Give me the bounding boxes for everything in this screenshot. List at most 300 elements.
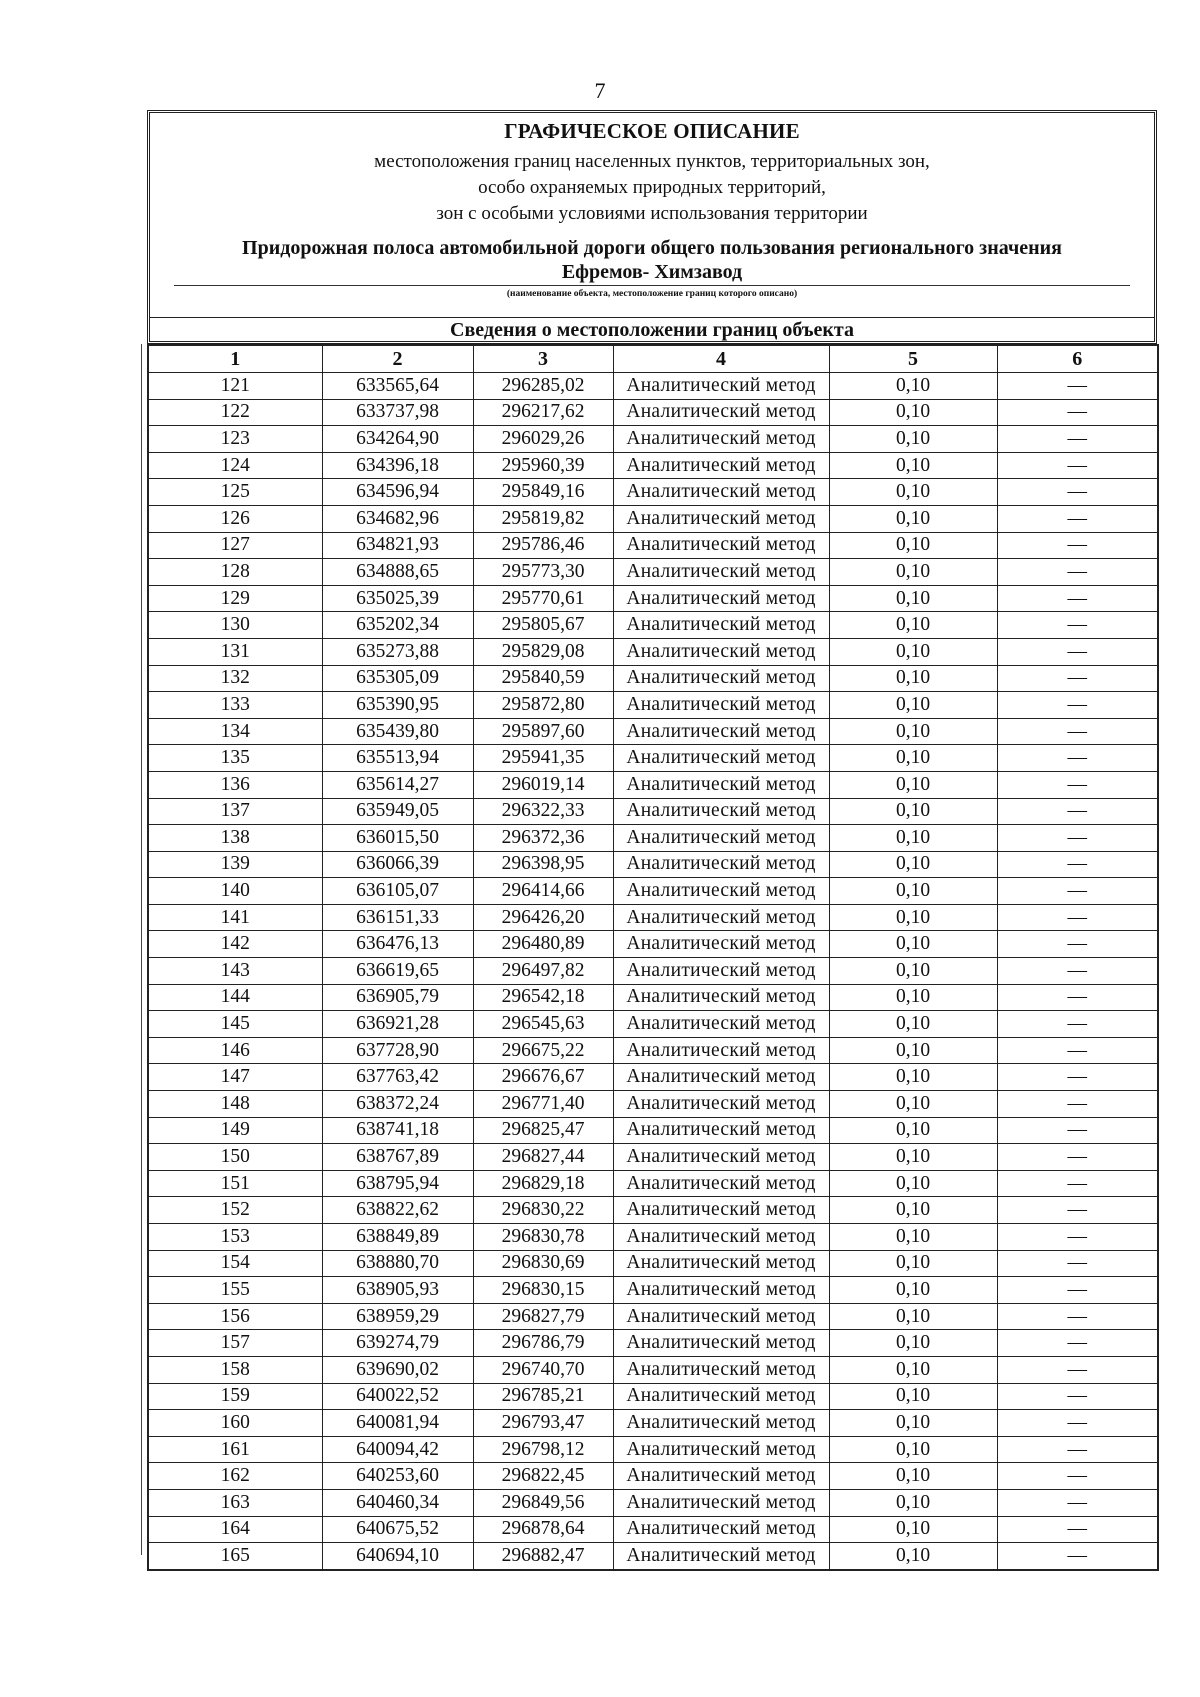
y-coordinate-cell: 295872,80 (473, 692, 613, 719)
y-coordinate-cell: 296822,45 (473, 1463, 613, 1490)
method-cell: Аналитический метод (613, 1064, 829, 1091)
description-cell: — (997, 452, 1158, 479)
x-coordinate-cell: 635513,94 (322, 745, 473, 772)
x-coordinate-cell: 636151,33 (322, 904, 473, 931)
description-cell: — (997, 1410, 1158, 1437)
table-row (148, 1170, 1158, 1197)
accuracy-cell: 0,10 (829, 612, 997, 639)
y-coordinate-cell: 296830,78 (473, 1224, 613, 1251)
point-number-cell: 136 (148, 771, 322, 798)
method-cell: Аналитический метод (613, 1197, 829, 1224)
method-cell: Аналитический метод (613, 452, 829, 479)
y-coordinate-cell: 296827,79 (473, 1303, 613, 1330)
accuracy-cell: 0,10 (829, 825, 997, 852)
y-coordinate-cell: 296019,14 (473, 771, 613, 798)
object-name-line-1: Придорожная полоса автомобильной дороги общего пользования регионального значения (242, 237, 1062, 259)
description-cell: — (997, 426, 1158, 453)
point-number-cell: 135 (148, 745, 322, 772)
table-row (148, 1250, 1158, 1277)
description-cell: — (997, 1356, 1158, 1383)
method-cell: Аналитический метод (613, 1436, 829, 1463)
point-number-cell: 150 (148, 1144, 322, 1171)
table-row (148, 1277, 1158, 1304)
accuracy-cell: 0,10 (829, 1197, 997, 1224)
y-coordinate-cell: 296771,40 (473, 1091, 613, 1118)
x-coordinate-cell: 634888,65 (322, 559, 473, 586)
y-coordinate-cell: 295941,35 (473, 745, 613, 772)
method-cell: Аналитический метод (613, 505, 829, 532)
y-coordinate-cell: 296217,62 (473, 399, 613, 426)
point-number-cell: 122 (148, 399, 322, 426)
accuracy-cell: 0,10 (829, 452, 997, 479)
x-coordinate-cell: 635025,39 (322, 585, 473, 612)
table-row (148, 692, 1158, 719)
x-coordinate-cell: 639274,79 (322, 1330, 473, 1357)
description-cell: — (997, 825, 1158, 852)
method-cell: Аналитический метод (613, 1543, 829, 1570)
table-row (148, 984, 1158, 1011)
table-row (148, 1064, 1158, 1091)
point-number-cell: 124 (148, 452, 322, 479)
description-cell: — (997, 1064, 1158, 1091)
method-cell: Аналитический метод (613, 1224, 829, 1251)
description-cell: — (997, 1543, 1158, 1570)
x-coordinate-cell: 638849,89 (322, 1224, 473, 1251)
method-cell: Аналитический метод (613, 426, 829, 453)
description-cell: — (997, 771, 1158, 798)
y-coordinate-cell: 296830,22 (473, 1197, 613, 1224)
description-cell: — (997, 665, 1158, 692)
x-coordinate-cell: 634596,94 (322, 479, 473, 506)
accuracy-cell: 0,10 (829, 904, 997, 931)
method-cell: Аналитический метод (613, 1117, 829, 1144)
column-header: 2 (322, 345, 473, 373)
column-header: 1 (148, 345, 322, 373)
y-coordinate-cell: 295786,46 (473, 532, 613, 559)
y-coordinate-cell: 296545,63 (473, 1011, 613, 1038)
column-header: 6 (997, 345, 1158, 373)
point-number-cell: 162 (148, 1463, 322, 1490)
point-number-cell: 132 (148, 665, 322, 692)
page-number: 7 (594, 78, 606, 103)
method-cell: Аналитический метод (613, 1250, 829, 1277)
table-row (148, 1303, 1158, 1330)
y-coordinate-cell: 296480,89 (473, 931, 613, 958)
table-row (148, 798, 1158, 825)
method-cell: Аналитический метод (613, 585, 829, 612)
document-header (147, 110, 1157, 344)
table-row (148, 1224, 1158, 1251)
column-header: 3 (473, 345, 613, 373)
method-cell: Аналитический метод (613, 1011, 829, 1038)
x-coordinate-cell: 638795,94 (322, 1170, 473, 1197)
description-cell: — (997, 1516, 1158, 1543)
y-coordinate-cell: 296882,47 (473, 1543, 613, 1570)
x-coordinate-cell: 640694,10 (322, 1543, 473, 1570)
accuracy-cell: 0,10 (829, 771, 997, 798)
point-number-cell: 125 (148, 479, 322, 506)
y-coordinate-cell: 296785,21 (473, 1383, 613, 1410)
method-cell: Аналитический метод (613, 1356, 829, 1383)
point-number-cell: 138 (148, 825, 322, 852)
x-coordinate-cell: 637763,42 (322, 1064, 473, 1091)
x-coordinate-cell: 636905,79 (322, 984, 473, 1011)
table-row (148, 1543, 1158, 1570)
accuracy-cell: 0,10 (829, 426, 997, 453)
method-cell: Аналитический метод (613, 718, 829, 745)
x-coordinate-cell: 635614,27 (322, 771, 473, 798)
x-coordinate-cell: 638959,29 (322, 1303, 473, 1330)
point-number-cell: 129 (148, 585, 322, 612)
method-cell: Аналитический метод (613, 612, 829, 639)
x-coordinate-cell: 634396,18 (322, 452, 473, 479)
x-coordinate-cell: 636066,39 (322, 851, 473, 878)
y-coordinate-cell: 296798,12 (473, 1436, 613, 1463)
description-cell: — (997, 851, 1158, 878)
table-row (148, 373, 1158, 400)
accuracy-cell: 0,10 (829, 1144, 997, 1171)
y-coordinate-cell: 296675,22 (473, 1037, 613, 1064)
table-row (148, 1117, 1158, 1144)
table-row (148, 1144, 1158, 1171)
y-coordinate-cell: 295960,39 (473, 452, 613, 479)
x-coordinate-cell: 634821,93 (322, 532, 473, 559)
y-coordinate-cell: 295829,08 (473, 638, 613, 665)
description-cell: — (997, 1091, 1158, 1118)
x-coordinate-cell: 636105,07 (322, 878, 473, 905)
x-coordinate-cell: 635439,80 (322, 718, 473, 745)
x-coordinate-cell: 633737,98 (322, 399, 473, 426)
y-coordinate-cell: 296372,36 (473, 825, 613, 852)
description-cell: — (997, 505, 1158, 532)
description-cell: — (997, 1037, 1158, 1064)
point-number-cell: 161 (148, 1436, 322, 1463)
table-row (148, 426, 1158, 453)
header-divider (150, 317, 1154, 318)
table-row (148, 612, 1158, 639)
table-row (148, 532, 1158, 559)
accuracy-cell: 0,10 (829, 1011, 997, 1038)
method-cell: Аналитический метод (613, 638, 829, 665)
accuracy-cell: 0,10 (829, 1330, 997, 1357)
table-row (148, 1091, 1158, 1118)
accuracy-cell: 0,10 (829, 638, 997, 665)
description-cell: — (997, 1436, 1158, 1463)
point-number-cell: 165 (148, 1543, 322, 1570)
description-cell: — (997, 692, 1158, 719)
subtitle-line-3: зон с особыми условиями использования территории (436, 203, 868, 224)
coordinates-table (147, 344, 1159, 1571)
description-cell: — (997, 984, 1158, 1011)
y-coordinate-cell: 295849,16 (473, 479, 613, 506)
accuracy-cell: 0,10 (829, 798, 997, 825)
description-cell: — (997, 638, 1158, 665)
description-cell: — (997, 1489, 1158, 1516)
table-row (148, 958, 1158, 985)
table-row (148, 931, 1158, 958)
point-number-cell: 137 (148, 798, 322, 825)
method-cell: Аналитический метод (613, 1383, 829, 1410)
accuracy-cell: 0,10 (829, 665, 997, 692)
y-coordinate-cell: 296849,56 (473, 1489, 613, 1516)
method-cell: Аналитический метод (613, 665, 829, 692)
accuracy-cell: 0,10 (829, 1410, 997, 1437)
accuracy-cell: 0,10 (829, 1224, 997, 1251)
table-row (148, 559, 1158, 586)
description-cell: — (997, 931, 1158, 958)
margin-rule (141, 344, 142, 1555)
description-cell: — (997, 1224, 1158, 1251)
y-coordinate-cell: 296740,70 (473, 1356, 613, 1383)
x-coordinate-cell: 635949,05 (322, 798, 473, 825)
point-number-cell: 145 (148, 1011, 322, 1038)
method-cell: Аналитический метод (613, 399, 829, 426)
point-number-cell: 158 (148, 1356, 322, 1383)
point-number-cell: 155 (148, 1277, 322, 1304)
y-coordinate-cell: 296827,44 (473, 1144, 613, 1171)
point-number-cell: 141 (148, 904, 322, 931)
table-row (148, 1197, 1158, 1224)
table-row (148, 505, 1158, 532)
description-cell: — (997, 559, 1158, 586)
description-cell: — (997, 878, 1158, 905)
y-coordinate-cell: 296676,67 (473, 1064, 613, 1091)
x-coordinate-cell: 633565,64 (322, 373, 473, 400)
table-row (148, 904, 1158, 931)
column-header: 5 (829, 345, 997, 373)
method-cell: Аналитический метод (613, 904, 829, 931)
y-coordinate-cell: 296398,95 (473, 851, 613, 878)
point-number-cell: 130 (148, 612, 322, 639)
x-coordinate-cell: 638741,18 (322, 1117, 473, 1144)
point-number-cell: 159 (148, 1383, 322, 1410)
method-cell: Аналитический метод (613, 1516, 829, 1543)
point-number-cell: 142 (148, 931, 322, 958)
description-cell: — (997, 585, 1158, 612)
point-number-cell: 156 (148, 1303, 322, 1330)
table-row (148, 452, 1158, 479)
description-cell: — (997, 718, 1158, 745)
accuracy-cell: 0,10 (829, 878, 997, 905)
x-coordinate-cell: 636619,65 (322, 958, 473, 985)
x-coordinate-cell: 638822,62 (322, 1197, 473, 1224)
section-title: Сведения о местоположении границ объекта (450, 319, 854, 341)
y-coordinate-cell: 296029,26 (473, 426, 613, 453)
accuracy-cell: 0,10 (829, 1436, 997, 1463)
y-coordinate-cell: 295840,59 (473, 665, 613, 692)
y-coordinate-cell: 295770,61 (473, 585, 613, 612)
x-coordinate-cell: 640094,42 (322, 1436, 473, 1463)
method-cell: Аналитический метод (613, 825, 829, 852)
point-number-cell: 152 (148, 1197, 322, 1224)
point-number-cell: 127 (148, 532, 322, 559)
description-cell: — (997, 1277, 1158, 1304)
point-number-cell: 157 (148, 1330, 322, 1357)
y-coordinate-cell: 296322,33 (473, 798, 613, 825)
method-cell: Аналитический метод (613, 745, 829, 772)
point-number-cell: 148 (148, 1091, 322, 1118)
x-coordinate-cell: 638767,89 (322, 1144, 473, 1171)
description-cell: — (997, 1117, 1158, 1144)
method-cell: Аналитический метод (613, 1330, 829, 1357)
point-number-cell: 146 (148, 1037, 322, 1064)
x-coordinate-cell: 640253,60 (322, 1463, 473, 1490)
method-cell: Аналитический метод (613, 1091, 829, 1118)
x-coordinate-cell: 635202,34 (322, 612, 473, 639)
y-coordinate-cell: 295773,30 (473, 559, 613, 586)
accuracy-cell: 0,10 (829, 718, 997, 745)
x-coordinate-cell: 638880,70 (322, 1250, 473, 1277)
table-row (148, 1489, 1158, 1516)
document-title: ГРАФИЧЕСКОЕ ОПИСАНИЕ (504, 119, 800, 143)
y-coordinate-cell: 296414,66 (473, 878, 613, 905)
y-coordinate-cell: 296825,47 (473, 1117, 613, 1144)
y-coordinate-cell: 296793,47 (473, 1410, 613, 1437)
y-coordinate-cell: 296830,15 (473, 1277, 613, 1304)
point-number-cell: 123 (148, 426, 322, 453)
y-coordinate-cell: 296829,18 (473, 1170, 613, 1197)
point-number-cell: 126 (148, 505, 322, 532)
description-cell: — (997, 1250, 1158, 1277)
accuracy-cell: 0,10 (829, 1170, 997, 1197)
point-number-cell: 134 (148, 718, 322, 745)
y-coordinate-cell: 296497,82 (473, 958, 613, 985)
accuracy-cell: 0,10 (829, 1543, 997, 1570)
table-row (148, 1436, 1158, 1463)
table-row (148, 1037, 1158, 1064)
point-number-cell: 144 (148, 984, 322, 1011)
method-cell: Аналитический метод (613, 1277, 829, 1304)
method-cell: Аналитический метод (613, 1410, 829, 1437)
point-number-cell: 149 (148, 1117, 322, 1144)
method-cell: Аналитический метод (613, 771, 829, 798)
x-coordinate-cell: 635305,09 (322, 665, 473, 692)
description-cell: — (997, 373, 1158, 400)
method-cell: Аналитический метод (613, 1463, 829, 1490)
accuracy-cell: 0,10 (829, 1117, 997, 1144)
accuracy-cell: 0,10 (829, 505, 997, 532)
table-row (148, 585, 1158, 612)
y-coordinate-cell: 295819,82 (473, 505, 613, 532)
y-coordinate-cell: 296878,64 (473, 1516, 613, 1543)
table-row (148, 638, 1158, 665)
y-coordinate-cell: 296830,69 (473, 1250, 613, 1277)
x-coordinate-cell: 640081,94 (322, 1410, 473, 1437)
x-coordinate-cell: 640460,34 (322, 1489, 473, 1516)
object-name-underline (174, 285, 1130, 286)
accuracy-cell: 0,10 (829, 984, 997, 1011)
x-coordinate-cell: 635390,95 (322, 692, 473, 719)
accuracy-cell: 0,10 (829, 532, 997, 559)
table-body (148, 373, 1158, 1570)
method-cell: Аналитический метод (613, 1170, 829, 1197)
x-coordinate-cell: 637728,90 (322, 1037, 473, 1064)
method-cell: Аналитический метод (613, 1489, 829, 1516)
x-coordinate-cell: 636015,50 (322, 825, 473, 852)
accuracy-cell: 0,10 (829, 585, 997, 612)
point-number-cell: 140 (148, 878, 322, 905)
x-coordinate-cell: 639690,02 (322, 1356, 473, 1383)
y-coordinate-cell: 296285,02 (473, 373, 613, 400)
description-cell: — (997, 532, 1158, 559)
point-number-cell: 143 (148, 958, 322, 985)
description-cell: — (997, 1463, 1158, 1490)
subtitle-line-2: особо охраняемых природных территорий, (478, 177, 826, 198)
point-number-cell: 147 (148, 1064, 322, 1091)
table-row (148, 718, 1158, 745)
y-coordinate-cell: 296542,18 (473, 984, 613, 1011)
method-cell: Аналитический метод (613, 958, 829, 985)
method-cell: Аналитический метод (613, 692, 829, 719)
point-number-cell: 128 (148, 559, 322, 586)
table-row (148, 771, 1158, 798)
method-cell: Аналитический метод (613, 851, 829, 878)
x-coordinate-cell: 640675,52 (322, 1516, 473, 1543)
x-coordinate-cell: 636476,13 (322, 931, 473, 958)
accuracy-cell: 0,10 (829, 745, 997, 772)
accuracy-cell: 0,10 (829, 373, 997, 400)
accuracy-cell: 0,10 (829, 1277, 997, 1304)
x-coordinate-cell: 634682,96 (322, 505, 473, 532)
x-coordinate-cell: 634264,90 (322, 426, 473, 453)
accuracy-cell: 0,10 (829, 1250, 997, 1277)
table-row (148, 1011, 1158, 1038)
table-row (148, 825, 1158, 852)
method-cell: Аналитический метод (613, 373, 829, 400)
table-row (148, 1463, 1158, 1490)
x-coordinate-cell: 640022,52 (322, 1383, 473, 1410)
accuracy-cell: 0,10 (829, 559, 997, 586)
column-header: 4 (613, 345, 829, 373)
description-cell: — (997, 479, 1158, 506)
description-cell: — (997, 1383, 1158, 1410)
table-row (148, 745, 1158, 772)
accuracy-cell: 0,10 (829, 931, 997, 958)
point-number-cell: 133 (148, 692, 322, 719)
table-row (148, 1383, 1158, 1410)
description-cell: — (997, 399, 1158, 426)
point-number-cell: 131 (148, 638, 322, 665)
accuracy-cell: 0,10 (829, 399, 997, 426)
accuracy-cell: 0,10 (829, 479, 997, 506)
description-cell: — (997, 1303, 1158, 1330)
accuracy-cell: 0,10 (829, 1516, 997, 1543)
object-name-line-2: Ефремов- Химзавод (561, 261, 743, 283)
accuracy-cell: 0,10 (829, 1489, 997, 1516)
description-cell: — (997, 958, 1158, 985)
method-cell: Аналитический метод (613, 931, 829, 958)
point-number-cell: 139 (148, 851, 322, 878)
table-row (148, 399, 1158, 426)
table-row (148, 1516, 1158, 1543)
method-cell: Аналитический метод (613, 532, 829, 559)
table-row (148, 479, 1158, 506)
point-number-cell: 164 (148, 1516, 322, 1543)
x-coordinate-cell: 638372,24 (322, 1091, 473, 1118)
accuracy-cell: 0,10 (829, 1037, 997, 1064)
method-cell: Аналитический метод (613, 878, 829, 905)
accuracy-cell: 0,10 (829, 1356, 997, 1383)
table-row (148, 665, 1158, 692)
x-coordinate-cell: 638905,93 (322, 1277, 473, 1304)
accuracy-cell: 0,10 (829, 1303, 997, 1330)
point-number-cell: 153 (148, 1224, 322, 1251)
point-number-cell: 160 (148, 1410, 322, 1437)
point-number-cell: 154 (148, 1250, 322, 1277)
table-row (148, 878, 1158, 905)
point-number-cell: 163 (148, 1489, 322, 1516)
method-cell: Аналитический метод (613, 984, 829, 1011)
